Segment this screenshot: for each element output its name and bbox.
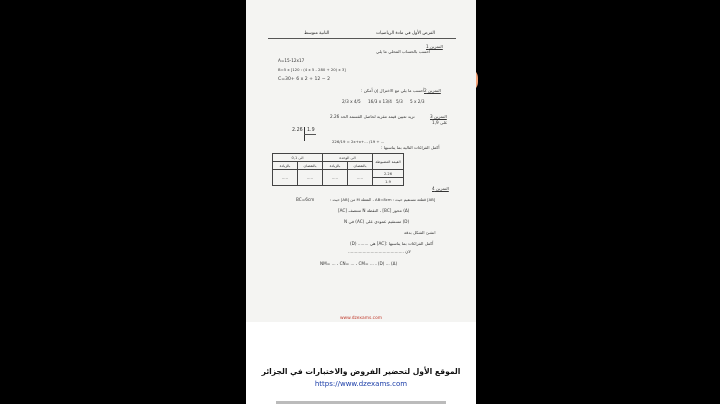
watermark-url: www.dzexams.com <box>339 316 383 321</box>
exercise2-item-3: 5/3 <box>396 99 403 104</box>
exercise1-instruction: أحسب بالحساب المحلي ما يلي <box>376 49 431 54</box>
table-sub-tenth-up: بالزيادة <box>273 162 298 170</box>
exam-title: الفرض الأول في مادة الرياضيات <box>376 31 435 36</box>
exercise4-ac-line: [AC] هي ........ (D) <box>350 241 386 246</box>
footer-url[interactable]: https://www.dzexams.com <box>314 380 408 388</box>
table-prompt: أكمل الفراغات التالية بما يناسبها : <box>381 145 440 150</box>
site-footer <box>246 322 476 404</box>
expr-b: B=5 x [120 : (4 x 5 - 280 + 20) x 3] <box>278 67 346 72</box>
exercise4-line-2: (Δ) محور [BC] ، النقطة N منتصف [AC] <box>338 208 410 213</box>
document-strip <box>246 0 476 404</box>
exercise4-final-line: NM= ... ، CN= ... ، CM= ... ، (D) ... (Δ) <box>320 261 398 266</box>
table-cell-divisor: 1.9 <box>373 178 404 186</box>
exercise2-item-1: 2/3 x 4/5 <box>342 99 361 104</box>
exercise4-line-3: (D) مستقيم عمودي على (AC) في N <box>344 219 410 224</box>
bc-value: BC=6cm <box>296 197 315 202</box>
table-cell-blank: ..... <box>323 170 348 186</box>
exercise2-item-4: 5 x 2/3 <box>410 99 425 104</box>
header-rule <box>268 38 456 39</box>
table-cell-blank: ..... <box>298 170 323 186</box>
expr-c: C=30+ 6 x 2 + 12 − 2 <box>278 77 331 82</box>
table-header-unit: الى الوحدة <box>323 154 373 162</box>
exam-paper <box>246 0 476 322</box>
exercise3-divisor-text: على 1,9 <box>432 120 448 125</box>
table-header-tenth: الى 0,1 <box>273 154 323 162</box>
table-sub-unit-down: بالنقصان <box>348 162 373 170</box>
table-cell-dividend: 2.26 <box>373 170 404 178</box>
exercise3-instruction: تريد تعيين قيمة مقربة لحاصل القسمة الحد 2.26 <box>330 114 415 119</box>
exercise2-label: التمرين 2 <box>424 88 441 93</box>
fraction-line: 226/19 = 2x+x+... /19 + ... <box>332 139 385 144</box>
exam-level: الثانية متوسط <box>304 31 330 36</box>
exercise2-item-2: 16/3 x 13/4 <box>368 99 392 104</box>
table-sub-tenth-down: بالنقصان <box>298 162 323 170</box>
exercise4-label: التمرين 4 <box>432 186 449 191</box>
division-divisor: 1.9 <box>307 128 315 133</box>
exercise2-instruction: أحسب ما يلي مع الاختزال إن أمكن : <box>361 88 425 93</box>
table-header-exact: القيمة المضبوطة <box>373 154 404 170</box>
exercise1-label: التمرين 1 <box>426 44 443 49</box>
table-cell-blank: ..... <box>273 170 298 186</box>
approximation-table <box>272 153 404 186</box>
division-underline <box>304 134 316 135</box>
division-dividend: 2.26 <box>292 128 303 133</box>
expr-a: A=15-12x17 <box>278 58 305 63</box>
table-sub-unit-up: بالزيادة <box>323 162 348 170</box>
exercise4-line-1: [AB] قطعة مستقيم حيث : AB=8cm ، النقطة M من [AB] حيث : <box>330 197 436 202</box>
exercise4-line-4: انشئ الشكل بدقة <box>404 230 436 235</box>
exercise3-label: التمرين 3 <box>430 114 447 119</box>
exercise4-blank-line: لان .......................................... <box>348 249 411 254</box>
exercise4-line-5: أكمل الفراغات بما يناسبها : <box>386 241 434 246</box>
footer-title: الموقع الأول لتحضير الفروض والاختبارات في الجزائر <box>261 367 461 376</box>
table-cell-blank: ..... <box>348 170 373 186</box>
